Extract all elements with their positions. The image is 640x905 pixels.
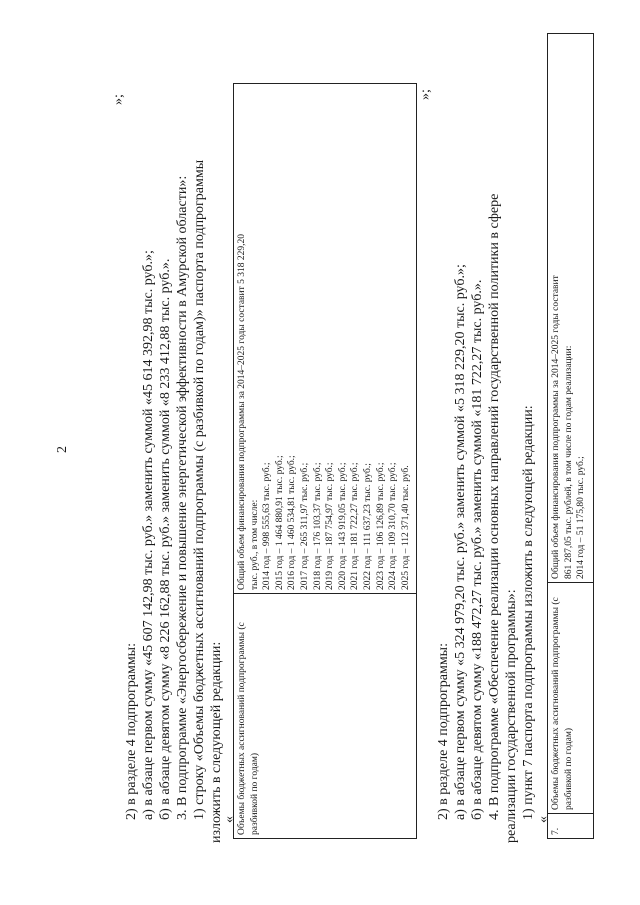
table2-line: Общий объем финансирования подпрограммы за 2014–2025 годы составит xyxy=(551,275,561,579)
table1-line: 2021 год – 181 722,27 тыс. руб.; xyxy=(350,462,361,590)
table1-label-line1: Объемы бюджетных ассигнований подпрограммы (с xyxy=(237,622,247,835)
table2-label-cell xyxy=(548,583,594,814)
table1-line: 2014 год – 998 555,63 тыс. руб.; xyxy=(262,462,273,590)
table1-close-quote: »; xyxy=(418,89,433,100)
table1-label-line2: разбивкой по годам) xyxy=(249,752,260,835)
table1-label-cell xyxy=(234,594,417,839)
section1-item2a: а) в абзаце первом сумму «45 607 142,98 тыс. руб.» заменить суммой «45 614 392,98 тыс. руб.»; xyxy=(141,250,156,820)
section1-item2: 2) в разделе 4 подпрограммы: xyxy=(124,643,139,820)
table1-line: 2023 год – 106 126,89 тыс. руб.; xyxy=(375,462,386,590)
table2-label-line1: Объемы бюджетных ассигнований подпрограммы (с xyxy=(551,597,561,810)
section1-item3-1: 1) строку «Объемы бюджетных ассигнований подпрограммы (с разбивкой по годам)» паспорта подпрограммы xyxy=(192,159,207,820)
table1-line: Общий объем финансирования подпрограммы за 2014–2025 годы составит 5 318 229,20 xyxy=(237,233,247,590)
table1-line: 2017 год – 265 311,97 тыс. руб.; xyxy=(299,462,310,590)
section1-item2b: б) в абзаце девятом сумму «8 226 162,88 тыс. руб.» заменить суммой «8 233 412,88 тыс. руб.». xyxy=(158,258,173,820)
table2-item-number: 7. xyxy=(551,827,561,835)
section2-item2: 2) в разделе 4 подпрограммы: xyxy=(436,643,451,820)
budget-table-policy xyxy=(547,33,594,839)
table2-label-line2: разбивкой по годам) xyxy=(563,727,574,810)
table2-line: 861 287,05 тыс. рублей, в том числе по годам реализации: xyxy=(563,345,574,579)
table1-line: 2020 год – 143 919,05 тыс. руб.; xyxy=(337,462,348,590)
table1-line: 2018 год – 176 103,37 тыс. руб.; xyxy=(312,462,323,590)
table1-line: 2022 год – 111 637,23 тыс. руб.; xyxy=(362,463,373,590)
table1-line: 2015 год – 1 464 880,91 тыс. руб.; xyxy=(274,455,285,590)
table2-line: 2014 год – 51 175,80 тыс. руб.; xyxy=(576,456,587,579)
table1-line: 2019 год – 187 754,97 тыс. руб.; xyxy=(325,462,336,590)
section2-item4: 4. В подпрограмме «Обеспечение реализации основных направлений государственной политики в сфере xyxy=(487,193,502,820)
page-number: 2 xyxy=(55,446,70,453)
section2-item2a: а) в абзаце первом сумму «5 324 979,20 тыс. руб.» заменить суммой «5 318 229,20 тыс. руб.»; xyxy=(453,264,468,820)
section1-item3: 3. В подпрограмме «Энергосбережение и повышение энергетической эффективности в Амурской области»: xyxy=(175,175,190,820)
table2-num-cell xyxy=(548,814,594,839)
table1-line: 2025 год – 112 371,40 тыс. руб. xyxy=(400,465,411,590)
budget-table-energy xyxy=(233,83,417,839)
section1-item3-1-cont: изложить в следующей редакции: xyxy=(209,641,224,843)
section2-item2b: б) в абзаце девятом сумму «188 472,27 тыс. руб.» заменить суммой «181 722,27 тыс. руб.». xyxy=(470,279,485,820)
table2-open-quote: « xyxy=(536,816,551,823)
closing-quote-top: »; xyxy=(111,94,126,105)
table1-value-cell xyxy=(234,84,417,594)
table1-line: тыс. руб., в том числе: xyxy=(249,499,260,590)
table2-value-cell xyxy=(548,34,594,583)
section2-item4-cont: реализации государственной программы»: xyxy=(504,589,519,843)
section2-item4-1: 1) пункт 7 паспорта подпрограммы изложить в следующей редакции: xyxy=(521,405,536,820)
table1-open-quote: « xyxy=(222,816,237,823)
table1-line: 2016 год – 1 460 534,81 тыс. руб.; xyxy=(287,455,298,590)
table1-line: 2024 год – 109 310,70 тыс. руб.; xyxy=(388,462,399,590)
